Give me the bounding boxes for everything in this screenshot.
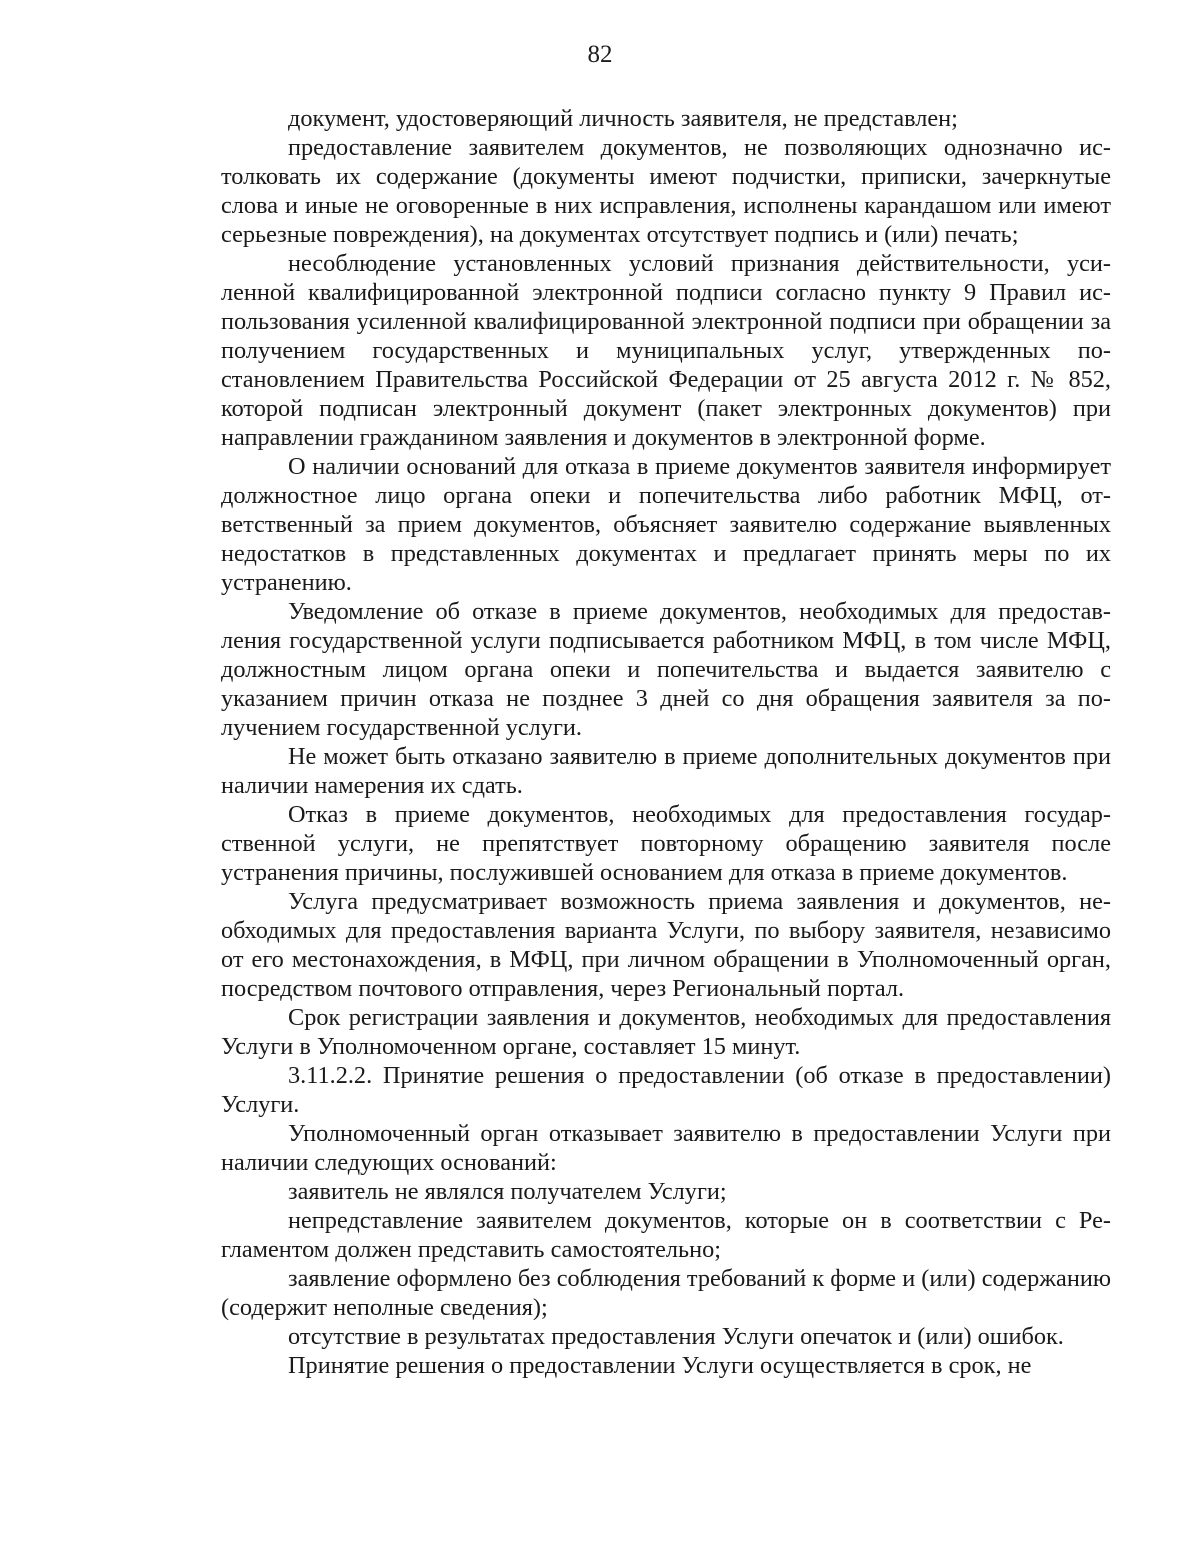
paragraph-repeat-application: Отказ в приеме документов, необходимых для предоставления государственной услуги, не препятствует повторному обращению заявителя после устранения причины, послужившей основанием для отказа в приеме документов. [221,801,1111,886]
page-number: 82 [587,41,613,68]
paragraph-additional-documents: Не может быть отказано заявителю в приеме дополнительных документов при наличии намерения их сдать. [221,743,1111,799]
paragraph-ambiguous-documents: предоставление заявителем документов, не позволяющих однозначно истолковать их содержание (документы имеют подчистки, приписки, зачеркнутые слова и иные не оговоренные в них исправления, исполнены карандашом или имеют серьезные повреждения), на документах отсутствует подпись и (или) печать; [221,134,1111,248]
document-body [221,104,1111,1380]
paragraph-refusal-notice: Уведомление об отказе в приеме документов, необходимых для предоставления государственной услуги подписывается работником МФЦ, в том числе МФЦ, должностным лицом органа опеки и попечительства и выдается заявителю с указанием причин отказа не позднее 3 дней со дня обращения заявителя за получением государственной услуги. [221,598,1111,741]
section-heading-3-11-2-2: 3.11.2.2. Принятие решения о предоставлении (об отказе в предоставлении) Услуги. [221,1062,1111,1118]
paragraph-refusal-grounds: Уполномоченный орган отказывает заявителю в предоставлении Услуги при наличии следующих оснований: [221,1120,1111,1176]
paragraph-refusal-notification-info: О наличии оснований для отказа в приеме документов заявителя информирует должностное лицо органа опеки и попечительства либо работник МФЦ, ответственный за прием документов, объясняет заявителю содержание выявленных недостатков в представленных документах и предлагает принять меры по их устранению. [221,453,1111,596]
paragraph-decision-term: Принятие решения о предоставлении Услуги осуществляется в срок, не [288,1352,1032,1379]
paragraph-electronic-signature: несоблюдение установленных условий признания действительности, усиленной квалифицированной электронной подписи согласно пункту 9 Правил использования усиленной квалифицированной электронной подписи при обращении за получением государственных и муниципальных услуг, утвержденных постановлением Правительства Российской Федерации от 25 августа 2012 г. № 852, которой подписан электронный документ (пакет электронных документов) при направлении гражданином заявления и документов в электронной форме. [221,250,1111,451]
list-item-not-recipient: заявитель не являлся получателем Услуги; [288,1178,727,1205]
list-item-form-requirements: заявление оформлено без соблюдения требований к форме и (или) содержанию (содержит неполные сведения); [221,1265,1111,1321]
list-item-no-errors: отсутствие в результатах предоставления Услуги опечаток и (или) ошибок. [288,1323,1064,1350]
paragraph-identity-document: документ, удостоверяющий личность заявителя, не представлен; [288,105,958,132]
list-item-missing-documents: непредставление заявителем документов, которые он в соответствии с Регламентом должен представить самостоятельно; [221,1207,1111,1263]
paragraph-application-channels: Услуга предусматривает возможность приема заявления и документов, необходимых для предоставления варианта Услуги, по выбору заявителя, независимо от его местонахождения, в МФЦ, при личном обращении в Уполномоченный орган, посредством почтового отправления, через Региональный портал. [221,888,1111,1002]
paragraph-registration-term: Срок регистрации заявления и документов, необходимых для предоставления Услуги в Уполномоченном органе, составляет 15 минут. [221,1004,1111,1060]
